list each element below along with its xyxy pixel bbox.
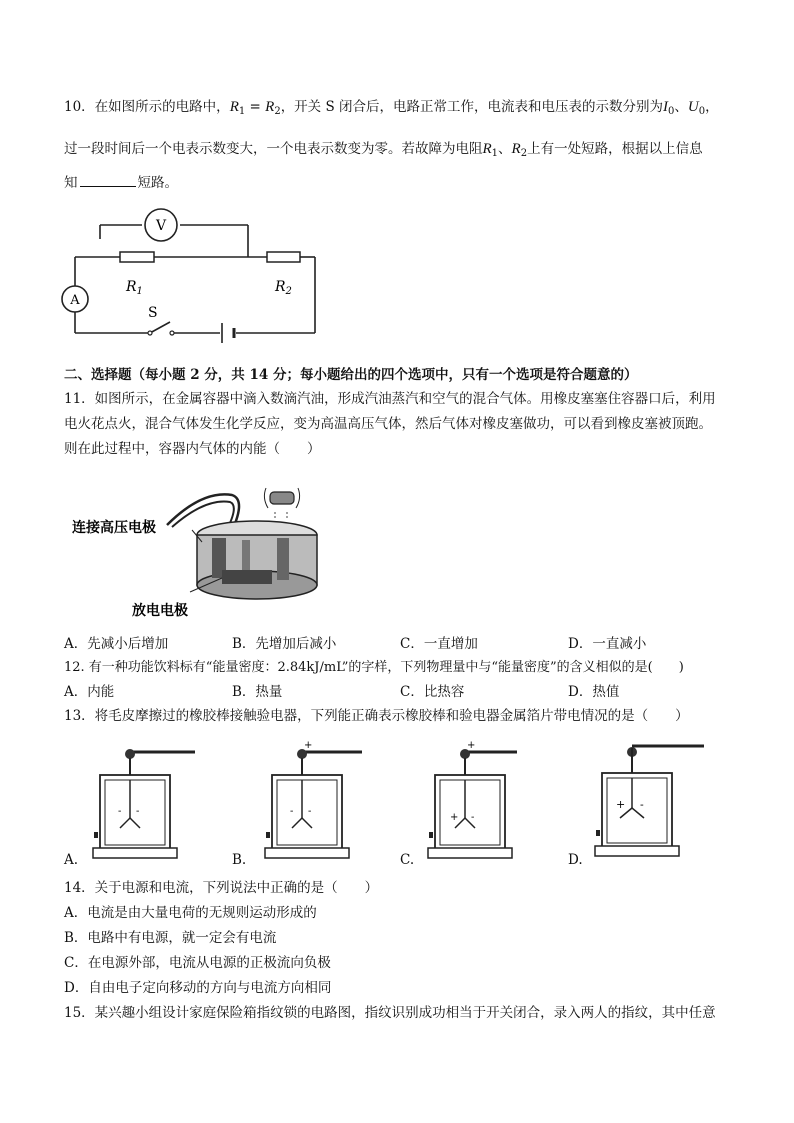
electroscope-d-figure [592, 738, 712, 865]
q13-option-d[interactable]: D. [568, 852, 583, 868]
svg-text:+: + [467, 740, 476, 751]
electroscope-c-figure [425, 740, 535, 865]
q10-circuit-figure [60, 205, 330, 350]
r2-label: $R_2$ [275, 279, 292, 297]
svg-text:-: - [308, 806, 312, 817]
q13-stem: 13．将毛皮摩擦过的橡胶棒接触验电器，下列能正确表示橡胶棒和验电器金属箔片带电情况的是（ ） [64, 708, 689, 724]
q11-line1: 11．如图所示，在金属容器中滴入数滴汽油，形成汽油蒸汽和空气的混合气体。用橡皮塞塞住容器口后，利用 [64, 391, 716, 407]
q13-option-c[interactable]: C. [400, 852, 415, 868]
q11-line2: 电火花点火，混合气体发生化学反应，变为高温高压气体，然后气体对橡皮塞做功，可以看到橡皮塞被顶跑。 [64, 416, 712, 432]
r1-resistor [120, 252, 154, 262]
q10-line2: 过一段时间后一个电表示数变大，一个电表示数变为零。若故障为电阻$R_1$、$R_2$上有一处短路，根据以上信息 [64, 141, 703, 159]
q11-option-b[interactable]: B．先增加后减小 [232, 636, 337, 652]
q12-option-b[interactable]: B．热量 [232, 684, 283, 700]
q11-option-c[interactable]: C．一直增加 [400, 636, 478, 652]
q14-option-d[interactable]: D．自由电子定向移动的方向与电流方向相同 [64, 980, 332, 996]
q13-option-a[interactable]: A. [64, 852, 79, 868]
svg-text:+: + [304, 740, 313, 751]
svg-text:+: + [616, 798, 626, 811]
r1-label: $R_1$ [126, 279, 143, 297]
q14-option-b[interactable]: B．电路中有电源，就一定会有电流 [64, 930, 277, 946]
q14-option-a[interactable]: A．电流是由大量电荷的无规则运动形成的 [64, 905, 317, 921]
svg-text:A: A [70, 293, 80, 308]
q10-line3: 知 短路。 [64, 175, 178, 191]
r2-resistor [267, 252, 300, 262]
q12-option-d[interactable]: D．热值 [568, 684, 620, 700]
section2-heading: 二、选择题（每小题 2 分，共 14 分；每小题给出的四个选项中，只有一个选项是符合题意的） [64, 367, 638, 383]
electroscope-b-figure [262, 740, 372, 865]
svg-text:+: + [450, 812, 459, 823]
svg-text:-: - [118, 806, 122, 817]
q13-option-b[interactable]: B. [232, 852, 247, 868]
high-voltage-electrode-label: 连接高压电极 [72, 520, 156, 536]
q14-option-c[interactable]: C．在电源外部，电流从电源的正极流向负极 [64, 955, 331, 971]
q12-option-c[interactable]: C．比热容 [400, 684, 465, 700]
svg-text:-: - [471, 812, 475, 823]
q12-stem: 12. 有一种功能饮料标有“能量密度：2.84kJ/mL”的字样，下列物理量中与“能量密度”的含义相似的是( ) [64, 660, 684, 675]
q11-line3: 则在此过程中，容器内气体的内能（ ） [64, 441, 321, 457]
q11-option-d[interactable]: D．一直减小 [568, 636, 647, 652]
q10-line1: 10．在如图所示的电路中，$R_1 = R_2$，开关 S 闭合后，电路正常工作，电流表和电压表的示数分别为$I_0$、$U_0$， [64, 99, 719, 117]
svg-text:V: V [155, 218, 167, 234]
q12-option-a[interactable]: A．内能 [64, 684, 115, 700]
svg-text:-: - [136, 806, 140, 817]
switch-label: S [148, 305, 158, 321]
rubber-stopper-icon [270, 492, 294, 504]
svg-text:-: - [290, 806, 294, 817]
q15-stem: 15．某兴趣小组设计家庭保险箱指纹锁的电路图，指纹识别成功相当于开关闭合，录入两人的指纹，其中任意 [64, 1005, 716, 1021]
q11-apparatus-figure [72, 480, 362, 630]
svg-text:-: - [640, 798, 644, 811]
answer-blank[interactable] [80, 174, 136, 187]
q11-option-a[interactable]: A．先减小后增加 [64, 636, 169, 652]
electroscope-a-figure [90, 740, 200, 865]
q14-stem: 14．关于电源和电流，下列说法中正确的是（ ） [64, 880, 379, 896]
discharge-electrode-label: 放电电极 [132, 603, 188, 619]
